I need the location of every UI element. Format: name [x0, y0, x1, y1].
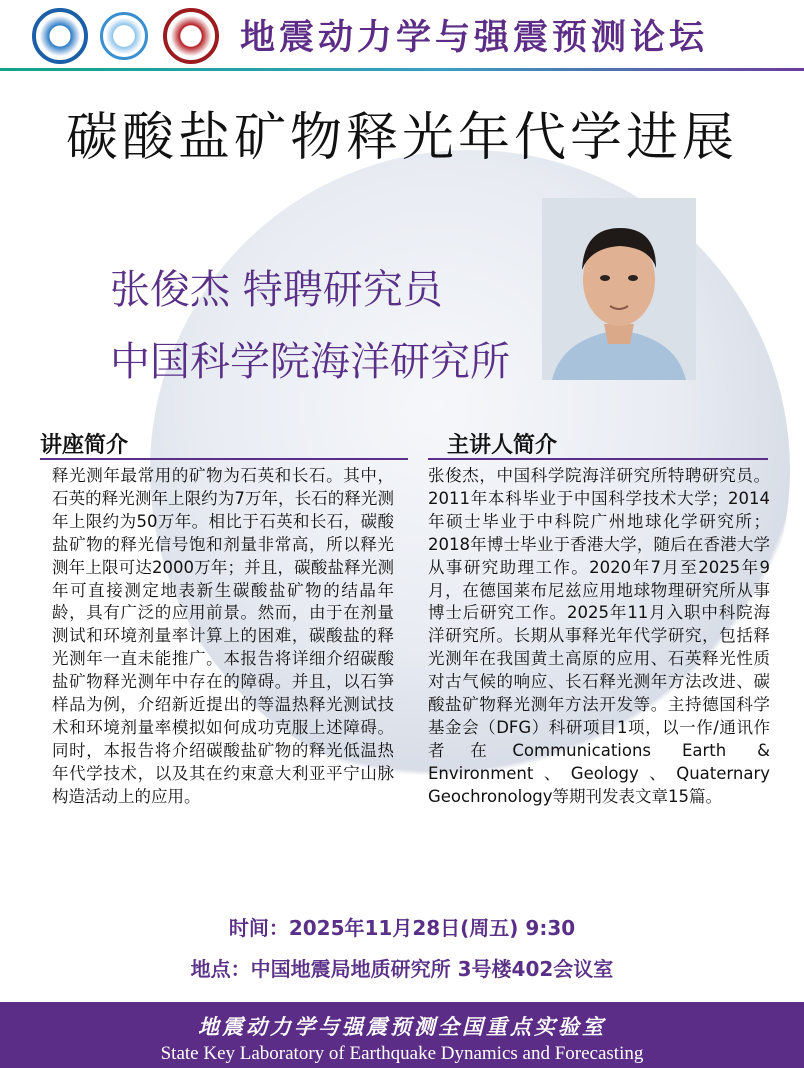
lecture-intro-text: 释光测年最常用的矿物为石英和长石。其中，石英的释光测年上限约为7万年，长石的释光测年上限约为50万年。相比于石英和长石，碳酸盐矿物的释光信号饱和剂量非常高，所以释光测年上限可达2000万年；并且，碳酸盐释光测年可直接测定地表新生碳酸盐矿物的结晶年龄，具有广泛的应用前景。然而，由于在剂量测试和环境剂量率计算上的困难，碳酸盐的释光测年一直未能推广。本报告将详细介绍碳酸盐矿物释光测年中存在的障碍。并且，以石笋样品为例，介绍新近提出的等温热释光测试技术和环境剂量率模拟如何成功克服上述障碍。同时，本报告将介绍碳酸盐矿物的释光低温热年代学技术，以及其在约束意大利亚平宁山脉构造活动上的应用。	[52, 466, 394, 806]
speaker-name: 张俊杰 特聘研究员	[110, 267, 443, 313]
speaker-intro-heading: 主讲人简介	[447, 433, 558, 458]
header-divider	[0, 68, 804, 71]
peking-university-logo-icon	[163, 8, 219, 64]
institute-logo-icon	[32, 8, 88, 64]
footer-lab-name-cn: 地震动力学与强震预测全国重点实验室	[198, 1014, 606, 1039]
lecture-heading-divider	[40, 458, 408, 460]
event-time: 时间：2025年11月28日(周五) 9:30	[228, 916, 576, 940]
speaker-heading-divider	[428, 458, 768, 460]
earthquake-society-logo-icon	[100, 12, 148, 60]
lecture-intro-heading: 讲座简介	[40, 433, 129, 458]
speaker-institution: 中国科学院海洋研究所	[110, 339, 510, 385]
footer	[0, 1002, 804, 1068]
event-place: 地点：中国地震局地质研究所 3号楼402会议室	[190, 957, 614, 981]
lecture-title: 碳酸盐矿物释光年代学进展	[65, 108, 738, 168]
forum-title: 地震动力学与强震预测论坛	[240, 18, 709, 58]
footer-lab-name-en: State Key Laboratory of Earthquake Dynamics and Forecasting	[160, 1043, 644, 1064]
header	[0, 0, 804, 68]
speaker-intro-text: 张俊杰，中国科学院海洋研究所特聘研究员。2011年本科毕业于中国科学技术大学；2014年硕士毕业于中科院广州地球化学研究所；2018年博士毕业于香港大学，随后在香港大学从事研究助理工作。2020年7月至2025年9月，在德国莱布尼兹应用地球物理研究所从事博士后研究工作。2025年11月入职中科院海洋研究所。长期从事释光年代学研究，包括释光测年在我国黄土高原的应用、石英释光性质对古气候的响应、长石释光测年方法改进、碳酸盐矿物释光测年方法开发等。主持德国科学基金会（DFG）科研项目1项，以一作/通讯作者在Communications Earth & Environment、Geology、Quaternary Geochronology等期刊发表文章15篇。	[428, 466, 770, 806]
speaker-photo	[542, 198, 696, 380]
